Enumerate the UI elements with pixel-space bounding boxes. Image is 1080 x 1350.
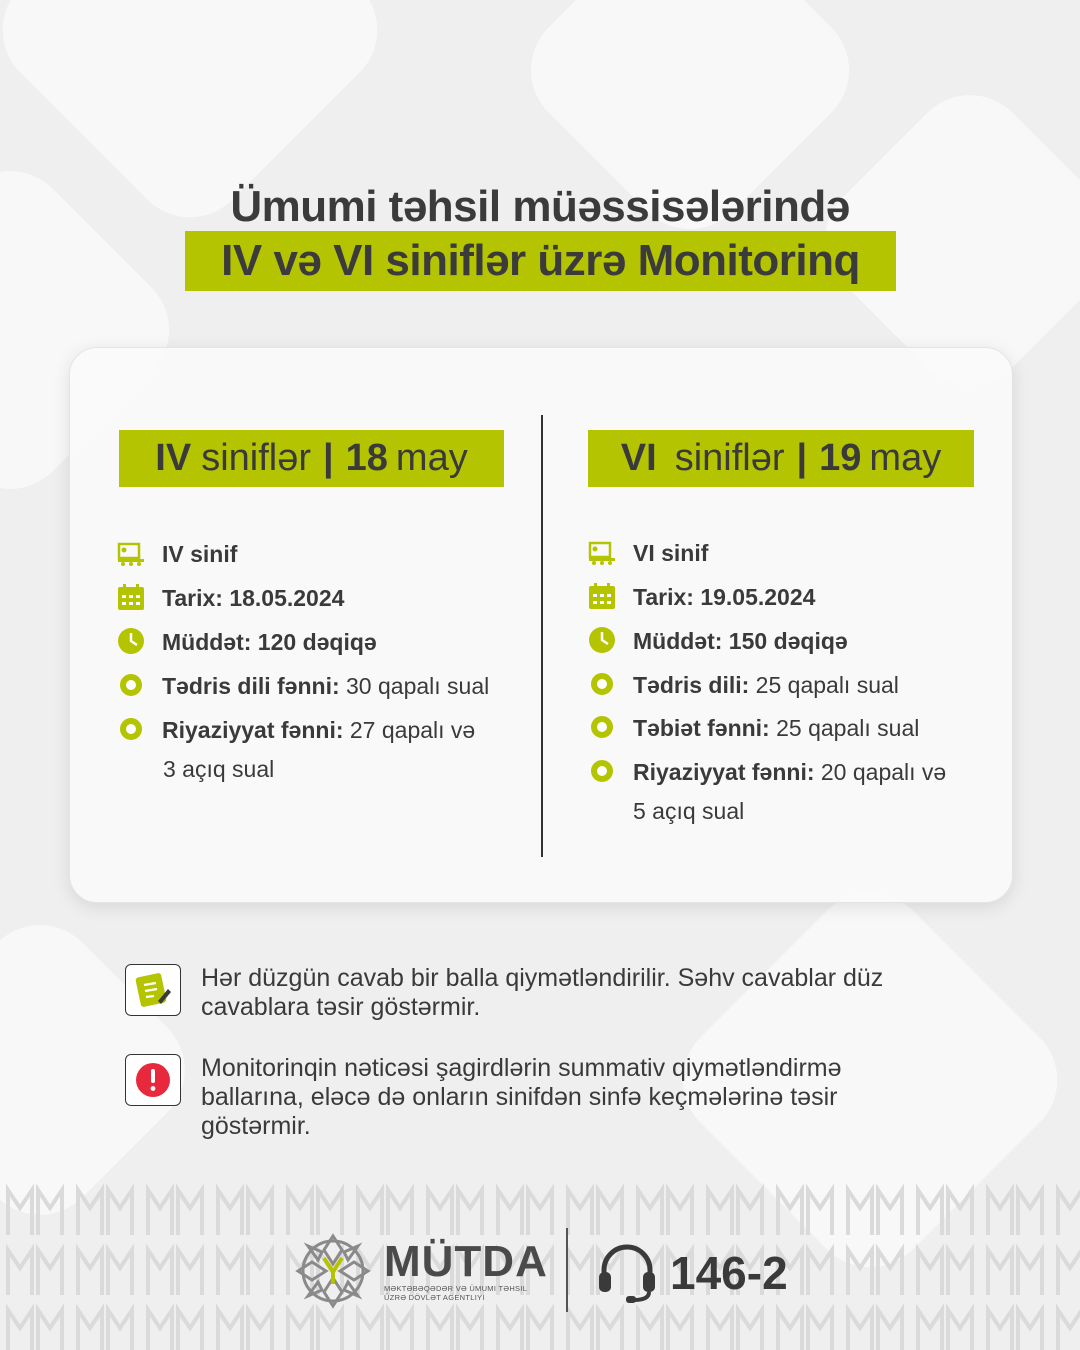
hotline-number: 146-2 (670, 1247, 788, 1299)
ring-bullet-icon (120, 674, 142, 696)
header-grade: IV (155, 437, 192, 479)
column-divider (541, 415, 543, 857)
classroom-icon (587, 537, 617, 567)
item-value: 20 qapalı və (814, 759, 947, 785)
note-scoring (125, 964, 883, 1022)
note-icon-box (125, 964, 181, 1016)
list-item (116, 628, 377, 664)
list-item (116, 716, 475, 752)
item-label: Riyaziyyat fənni: (162, 717, 344, 743)
calendar-icon (587, 581, 617, 611)
list-item (587, 671, 899, 707)
item-label: IV sinif (162, 541, 238, 567)
item-continuation: 5 açıq sual (633, 798, 745, 824)
header-label: siniflər (201, 437, 311, 479)
item-label: VI sinif (633, 540, 709, 566)
note-icon-box (125, 1054, 181, 1106)
ring-bullet-icon (591, 760, 613, 782)
item-label: Tədris dili: (633, 672, 750, 698)
column-header-grade4 (119, 430, 504, 487)
clock-icon (587, 625, 617, 655)
header-separator: | (323, 437, 334, 479)
ring-bullet-icon (591, 673, 613, 695)
header-grade: VI (620, 437, 657, 479)
item-label: Müddət: 150 dəqiqə (633, 628, 848, 654)
item-value: 25 qapalı sual (769, 715, 920, 741)
list-item (587, 714, 919, 750)
header-label: siniflər (674, 437, 785, 479)
list-item (116, 540, 237, 576)
agency-logo (290, 1228, 548, 1314)
list-item (587, 758, 946, 794)
hotline (594, 1240, 788, 1306)
brand-subtitle: ÜZRƏ DÖVLƏT AGENTLIYI (384, 1293, 485, 1302)
note-text-line: Monitorinqin nəticəsi şagirdlərin summativ qiymətləndirmə (201, 1054, 842, 1082)
item-label: Müddət: 120 dəqiqə (162, 629, 377, 655)
column-header-grade6 (588, 430, 974, 487)
ring-bullet-icon (120, 718, 142, 740)
note-text-line: Hər düzgün cavab bir balla qiymətləndirilir. Səhv cavablar düz (201, 964, 884, 992)
note-text-line: ballarına, eləcə də onların sinifdən sinfə keçmələrinə təsir (201, 1083, 838, 1111)
brand-name: MÜTDA (384, 1237, 548, 1286)
mutda-emblem-icon (290, 1228, 376, 1314)
item-label: Riyaziyyat fənni: (633, 759, 815, 785)
clock-icon (116, 626, 146, 656)
header-month: may (395, 437, 468, 479)
header-day: 18 (345, 437, 388, 479)
item-value: 25 qapalı sual (749, 672, 899, 698)
checklist-pencil-icon (134, 971, 172, 1009)
item-label: Tədris dili fənni: (162, 673, 340, 699)
header-day: 19 (819, 437, 862, 479)
exclamation-icon (134, 1061, 172, 1099)
item-continuation: 3 açıq sual (163, 756, 275, 782)
note-warning (125, 1054, 842, 1141)
list-item (116, 672, 489, 708)
list-item (587, 539, 708, 575)
list-item (587, 583, 815, 619)
item-label: Təbiət fənni: (633, 715, 770, 741)
header-month: may (869, 437, 942, 479)
item-label: Tarix: 19.05.2024 (633, 584, 816, 610)
page-title: Ümumi təhsil müəssisələrində (230, 182, 850, 231)
page-subtitle: IV və VI siniflər üzrə Monitorinq (185, 231, 896, 291)
calendar-icon (116, 582, 146, 612)
brand-subtitle: MƏKTƏBƏQƏDƏR VƏ ÜMUMI TƏHSIL (384, 1284, 528, 1293)
footer-divider (566, 1228, 568, 1312)
note-text-line: cavablara təsir göstərmir. (201, 993, 481, 1021)
item-value: 30 qapalı sual (339, 673, 490, 699)
note-text-line: göstərmir. (201, 1112, 311, 1140)
classroom-icon (116, 538, 146, 568)
item-label: Tarix: 18.05.2024 (162, 585, 345, 611)
header-separator: | (796, 437, 808, 479)
list-item (116, 584, 344, 620)
headset-icon (594, 1240, 660, 1306)
item-value: 27 qapalı və (343, 717, 476, 743)
ring-bullet-icon (591, 716, 613, 738)
list-item (587, 627, 848, 663)
